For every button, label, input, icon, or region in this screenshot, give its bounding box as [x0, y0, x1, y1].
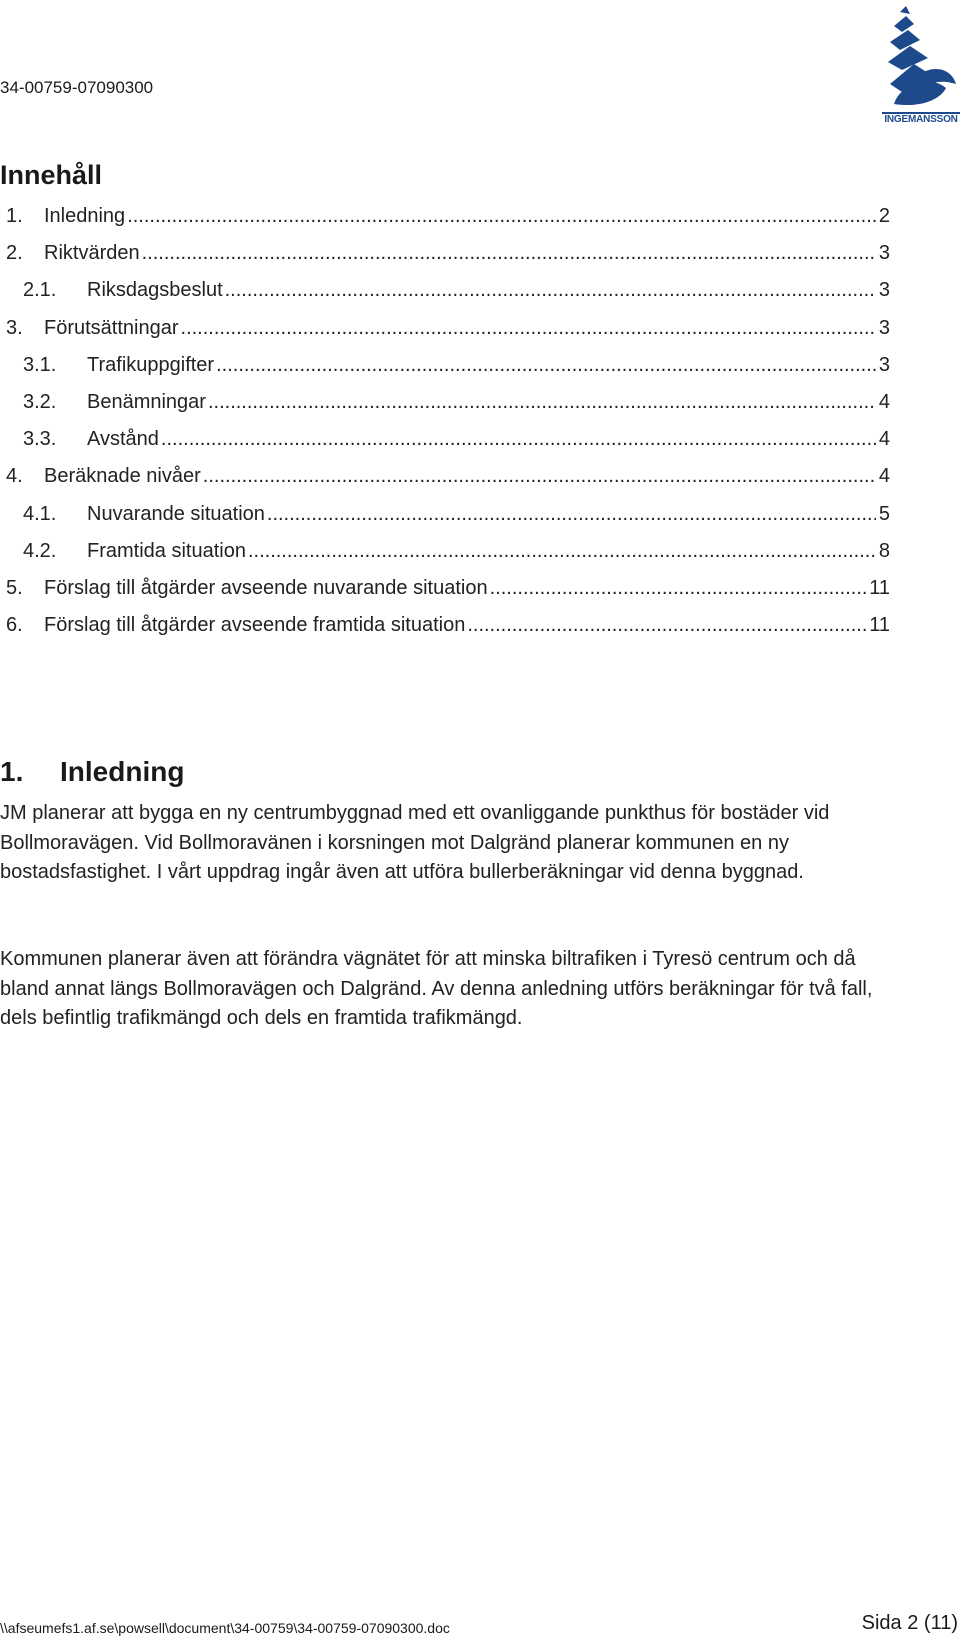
- toc-entry-title: Benämningar: [87, 390, 206, 413]
- toc-entry-title: Riksdagsbeslut: [87, 279, 223, 302]
- toc-entry-page: 3: [878, 242, 890, 265]
- toc-entry-title: Inledning: [44, 205, 126, 227]
- footer-page-number: Sida 2 (11): [861, 1612, 958, 1634]
- toc-entry[interactable]: [0, 205, 890, 242]
- toc-entry-number: 6.: [6, 614, 23, 637]
- toc-entry[interactable]: [0, 242, 890, 279]
- toc-leader-dots: [142, 242, 876, 265]
- toc-entry-page: 3: [878, 279, 890, 302]
- toc-leader-dots: [267, 503, 876, 526]
- toc-leader-dots: [216, 354, 876, 377]
- logo-wordmark: INGEMANSSON: [884, 114, 958, 125]
- toc-entry-title: Trafikuppgifter: [87, 353, 215, 376]
- toc-entry[interactable]: [0, 465, 890, 502]
- toc-entry-page: 3: [878, 353, 890, 376]
- toc-entry-page: 2: [878, 205, 890, 227]
- toc-entry-number: 2.1.: [23, 279, 57, 302]
- toc-leader-dots: [225, 279, 876, 302]
- toc-entry-number: 4.: [6, 465, 23, 488]
- toc-entry[interactable]: [0, 391, 890, 428]
- toc-entry-page: 11: [869, 614, 890, 637]
- toc-entry-page: 3: [878, 316, 890, 339]
- toc-leader-dots: [208, 391, 876, 414]
- toc-entry-number: 3.3.: [23, 428, 57, 451]
- toc-leader-dots: [248, 540, 876, 563]
- toc-entry-title: Avstånd: [87, 428, 159, 451]
- toc-entry-page: 11: [869, 576, 890, 599]
- toc-entry[interactable]: [0, 279, 890, 316]
- toc-entry-title: Förslag till åtgärder avseende framtida situation: [44, 614, 466, 637]
- conch-shell-icon: [880, 4, 960, 128]
- toc-entry[interactable]: [0, 317, 890, 354]
- toc-entry[interactable]: [0, 503, 890, 540]
- toc-entry-page: 4: [878, 428, 890, 451]
- toc-entry-title: Förutsättningar: [44, 316, 179, 339]
- toc-entry-number: 1.: [6, 205, 23, 227]
- toc-entry-page: 4: [878, 465, 890, 488]
- footer-file-path: \\afseumefs1.af.se\powsell\document\34-00759\34-00759-07090300.doc: [0, 1620, 450, 1636]
- toc-entry[interactable]: [0, 577, 890, 614]
- toc-entry-title: Riktvärden: [44, 242, 140, 265]
- toc-entry-title: Framtida situation: [87, 539, 246, 562]
- body-paragraph: JM planerar att bygga en ny centrumbyggnad med ett ovanliggande punkthus för bostäder vid Bollmoravägen. Vid Bollmoravänen i korsningen mot Dalgränd planerar kommunen en ny bostadsfastighet. I vårt uppdrag ingår även att utföra bullerberäkningar vid denna byggnad.: [0, 802, 830, 883]
- toc-entry-number: 2.: [6, 242, 23, 265]
- document-id: 34-00759-07090300: [0, 78, 154, 97]
- toc-entry-number: 3.: [6, 316, 23, 339]
- toc-entry-number: 3.2.: [23, 390, 57, 413]
- table-of-contents: [0, 205, 890, 651]
- section-heading-title: Inledning: [60, 756, 185, 787]
- toc-entry[interactable]: [0, 354, 890, 391]
- body-paragraph: Kommunen planerar även att förändra vägnätet för att minska biltrafiken i Tyresö centrum och då bland annat längs Bollmoravägen och Dalgränd. Av denna anledning utförs beräkningar för två fall, dels befintlig trafikmängd och dels en framtida trafikmängd.: [0, 948, 873, 1029]
- toc-entry[interactable]: [0, 428, 890, 465]
- section-heading: [0, 756, 184, 788]
- toc-leader-dots: [490, 577, 868, 600]
- toc-entry-title: Nuvarande situation: [87, 502, 265, 525]
- toc-entry-number: 5.: [6, 576, 23, 599]
- toc-entry-number: 4.1.: [23, 502, 57, 525]
- toc-leader-dots: [203, 465, 876, 488]
- toc-title: Innehåll: [0, 160, 103, 190]
- toc-leader-dots: [161, 428, 876, 451]
- toc-entry-title: Beräknade nivåer: [44, 465, 201, 488]
- toc-entry[interactable]: [0, 614, 890, 651]
- toc-entry-page: 8: [878, 539, 890, 562]
- toc-entry[interactable]: [0, 540, 890, 577]
- toc-leader-dots: [127, 205, 876, 228]
- toc-entry-page: 4: [878, 390, 890, 413]
- toc-entry-page: 5: [878, 502, 890, 525]
- section-heading-number: 1.: [0, 756, 24, 787]
- toc-leader-dots: [467, 614, 867, 637]
- toc-entry-number: 3.1.: [23, 353, 57, 376]
- toc-entry-number: 4.2.: [23, 539, 57, 562]
- toc-entry-title: Förslag till åtgärder avseende nuvarande situation: [44, 576, 488, 599]
- toc-leader-dots: [181, 317, 876, 340]
